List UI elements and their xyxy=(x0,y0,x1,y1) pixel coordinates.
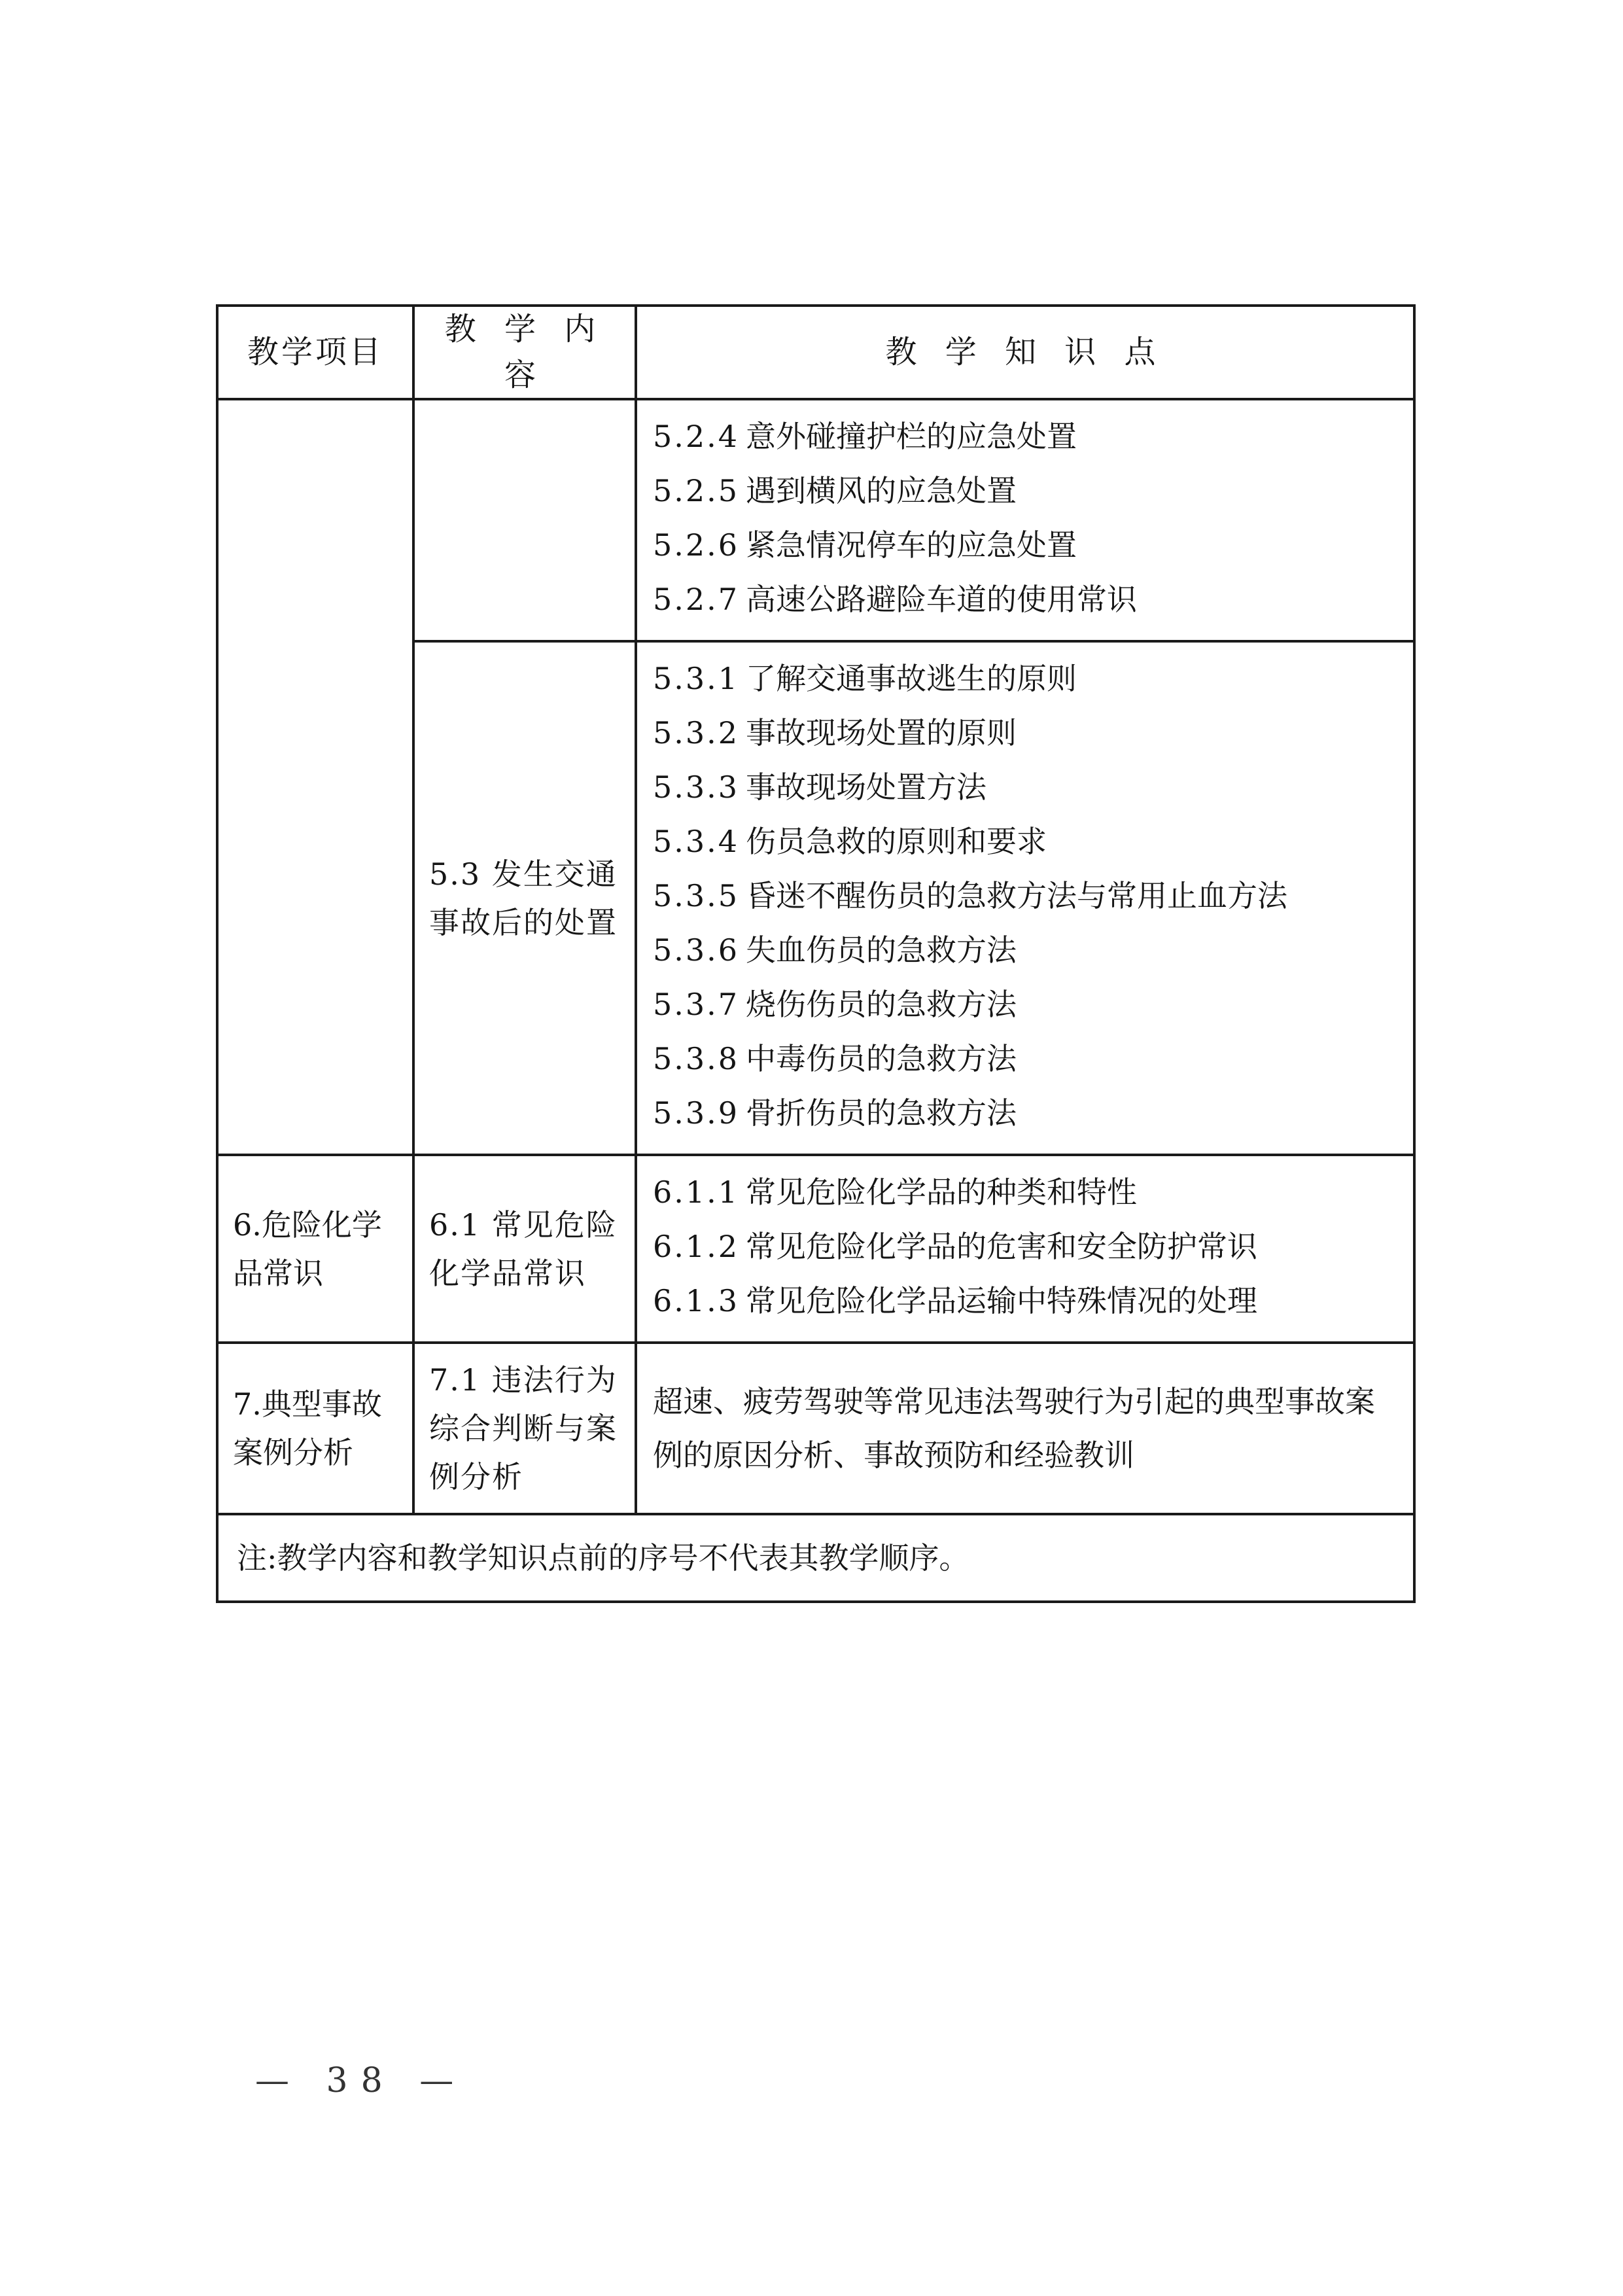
teaching-item-cell-6: 6.危险化学品常识 xyxy=(217,1155,413,1343)
header-teaching-content: 教 学 内 容 xyxy=(413,306,636,399)
knowledge-point: 5.2.5 遇到横风的应急处置 xyxy=(653,473,1017,509)
knowledge-point: 5.3.4 伤员急救的原则和要求 xyxy=(653,824,1047,860)
header-teaching-item: 教学项目 xyxy=(217,306,413,399)
knowledge-point: 6.1.3 常见危险化学品运输中特殊情况的处理 xyxy=(653,1283,1258,1319)
knowledge-point: 5.3.5 昏迷不醒伤员的急救方法与常用止血方法 xyxy=(653,878,1288,914)
knowledge-points-7-1: 超速、疲劳驾驶等常见违法驾驶行为引起的典型事故案例的原因分析、事故预防和经验教训 xyxy=(636,1343,1414,1514)
knowledge-point: 5.2.7 高速公路避险车道的使用常识 xyxy=(653,582,1138,618)
knowledge-points-5-2 xyxy=(636,399,1414,641)
table-header-row xyxy=(217,306,1414,399)
knowledge-points-5-3 xyxy=(636,641,1414,1155)
table-row xyxy=(217,399,1414,641)
page-number: — 38 — xyxy=(255,2061,467,2100)
header-knowledge-points: 教 学 知 识 点 xyxy=(636,306,1414,399)
knowledge-points-6-1 xyxy=(636,1155,1414,1343)
curriculum-table xyxy=(216,304,1416,1603)
knowledge-point: 5.3.2 事故现场处置的原则 xyxy=(653,715,1017,751)
table-row xyxy=(217,1155,1414,1343)
knowledge-point: 5.3.3 事故现场处置方法 xyxy=(653,769,987,805)
knowledge-point: 5.2.6 紧急情况停车的应急处置 xyxy=(653,527,1077,563)
knowledge-point: 5.3.1 了解交通事故逃生的原则 xyxy=(653,661,1077,697)
table-row xyxy=(217,1343,1414,1514)
teaching-content-cell-5-2-continued xyxy=(413,399,636,641)
knowledge-point: 5.2.4 意外碰撞护栏的应急处置 xyxy=(653,419,1077,455)
knowledge-point: 6.1.1 常见危险化学品的种类和特性 xyxy=(653,1174,1138,1210)
knowledge-point: 5.3.9 骨折伤员的急救方法 xyxy=(653,1095,1017,1131)
teaching-content-cell-5-3: 5.3 发生交通事故后的处置 xyxy=(413,641,636,1155)
knowledge-point: 5.3.7 烧伤伤员的急救方法 xyxy=(653,987,1017,1023)
teaching-content-cell-6-1: 6.1 常见危险化学品常识 xyxy=(413,1155,636,1343)
knowledge-point: 5.3.6 失血伤员的急救方法 xyxy=(653,932,1017,968)
knowledge-point: 6.1.2 常见危险化学品的危害和安全防护常识 xyxy=(653,1229,1258,1265)
teaching-content-cell-7-1: 7.1 违法行为综合判断与案例分析 xyxy=(413,1343,636,1514)
teaching-item-cell-7: 7.典型事故案例分析 xyxy=(217,1343,413,1514)
table-note: 注:教学内容和教学知识点前的序号不代表其教学顺序。 xyxy=(217,1514,1414,1602)
table-note-row xyxy=(217,1514,1414,1602)
knowledge-point: 5.3.8 中毒伤员的急救方法 xyxy=(653,1041,1017,1077)
teaching-item-cell-5-continued xyxy=(217,399,413,1155)
